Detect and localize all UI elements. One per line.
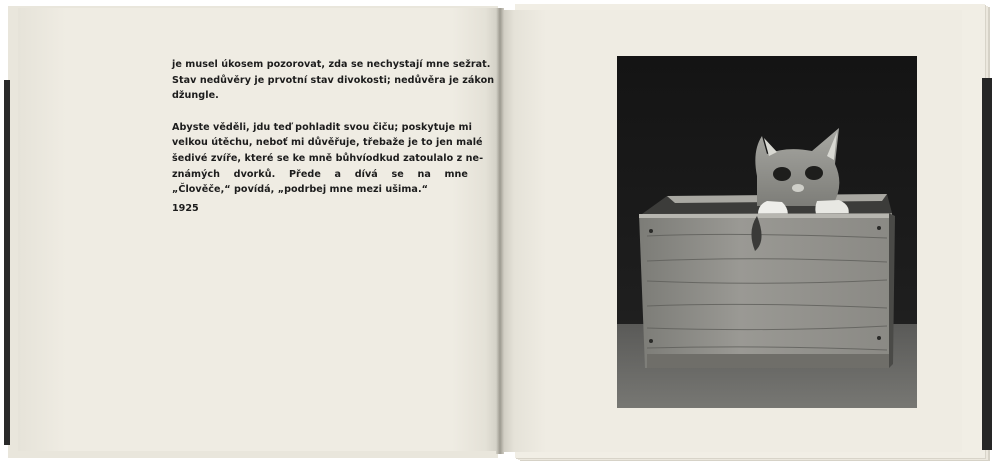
book-cover-edge-left	[4, 80, 10, 445]
text-line: Stav nedůvěry je prvotní stav divokosti; nedůvěra je zákon	[172, 74, 495, 86]
book-cover-edge-right	[982, 78, 992, 450]
body-text	[172, 57, 495, 198]
paragraph-2	[172, 120, 484, 198]
text-line: je musel úkosem pozorovat, zda se nechystají mne sežrat.	[172, 59, 491, 70]
text-line: šedivé zvíře, které se ke mně bůhvíodkud zatoulalo z ne-	[172, 152, 484, 164]
text-line: známých dvorků. Přede a dívá se na mne	[172, 168, 468, 180]
book-gutter	[496, 8, 504, 454]
kitten-photo	[617, 56, 917, 408]
text-line: velkou útěchu, neboť mi důvěřuje, třebaže je to jen malé	[172, 137, 483, 149]
paragraph-1	[172, 57, 495, 104]
text-line: džungle.	[172, 90, 219, 102]
year-label: 1925	[172, 203, 199, 214]
text-line: „Člověče,“ povídá, „podrbej mne mezi ušima.“	[172, 184, 428, 196]
text-line: Abyste věděli, jdu teď pohladit svou čiču; poskytuje mi	[172, 121, 472, 133]
